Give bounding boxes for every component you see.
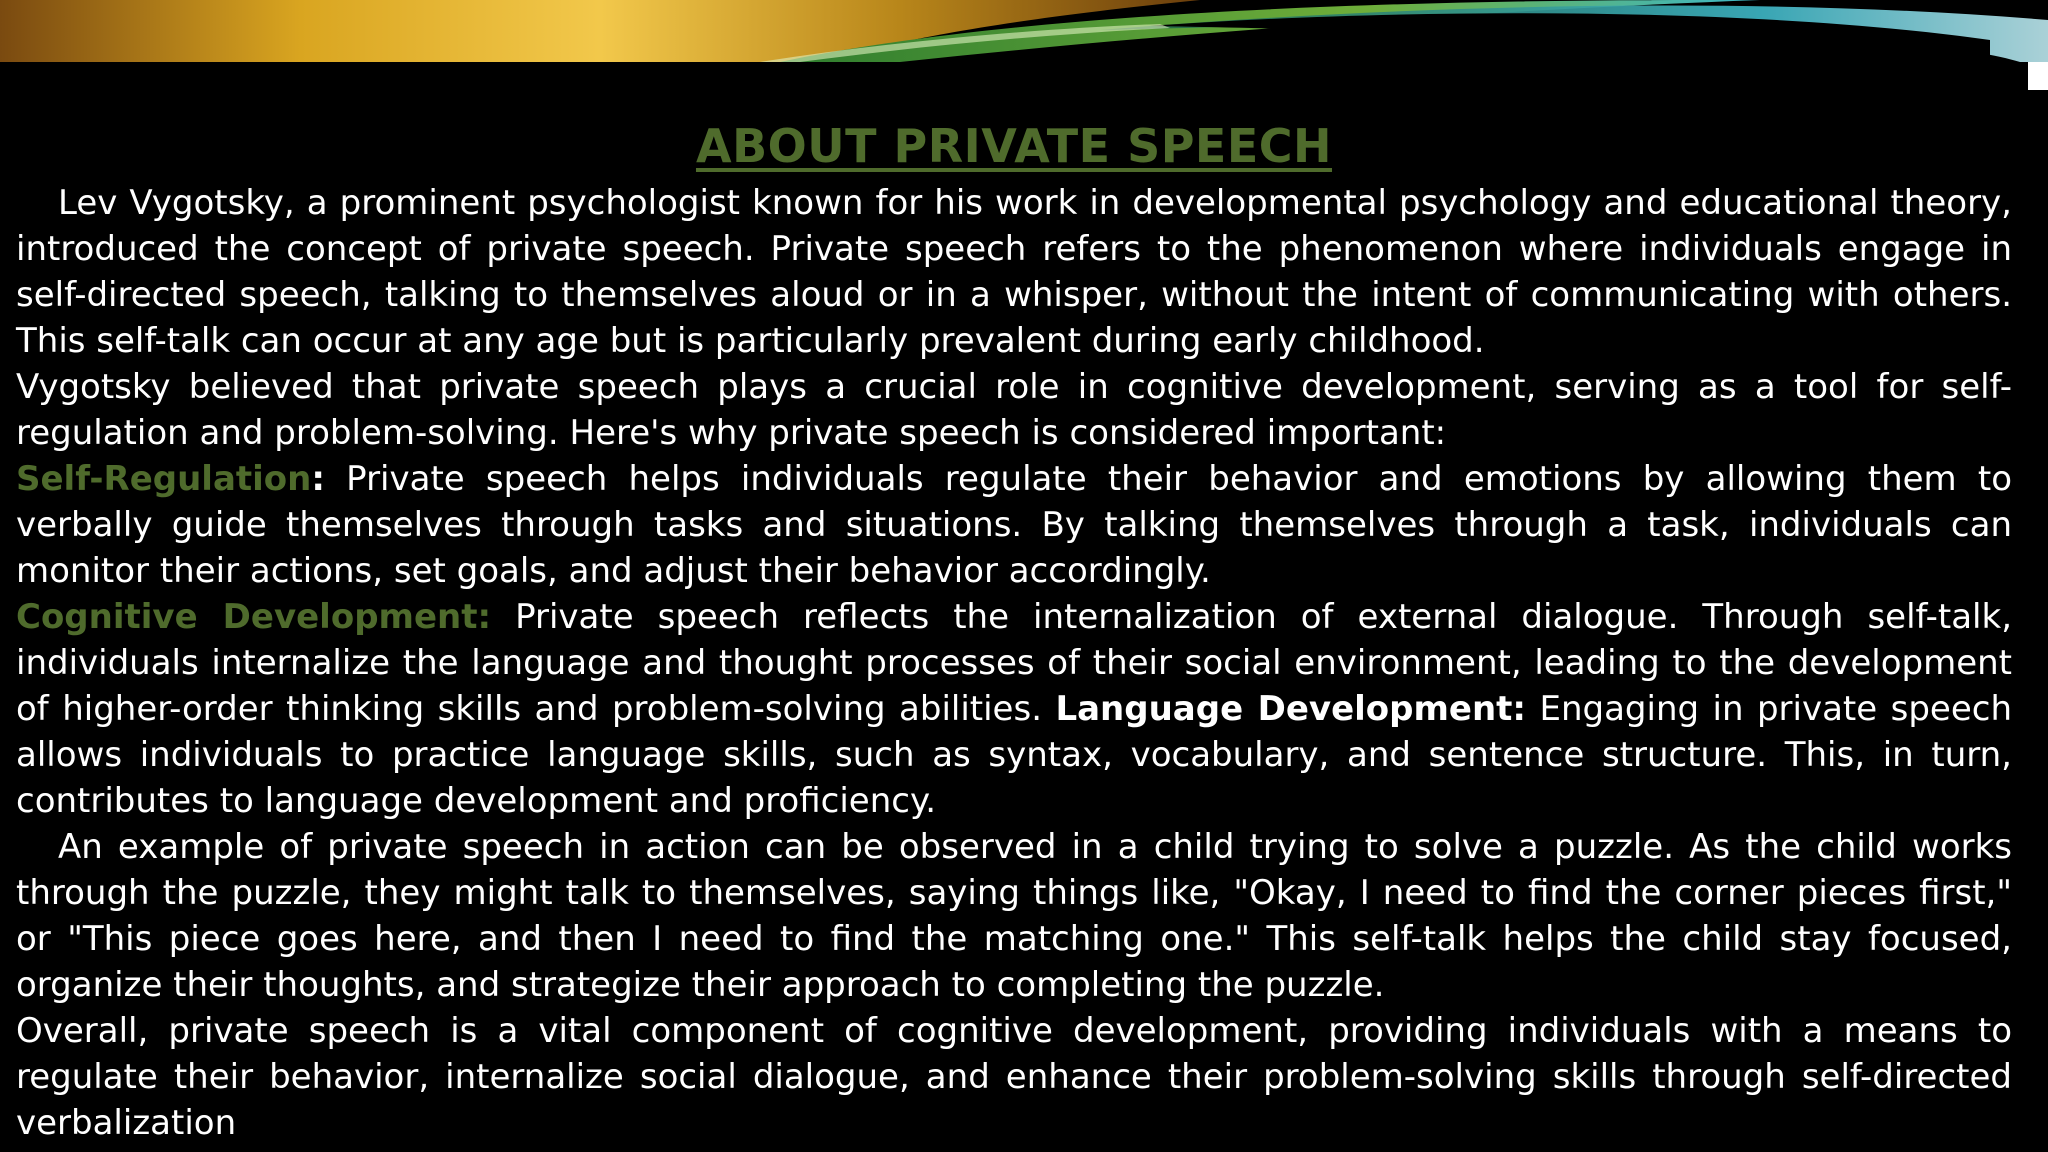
paragraph-intro: Lev Vygotsky, a prominent psychologist known for his work in developmental psychology and educational theory, introduced the concept of private speech. Private speech refers to the phenomenon where individuals engage in self-directed speech, talking to themselves aloud or in a whisper, without the intent of communicating with others. This self-talk can occur at any age but is particularly prevalent during early childhood. <box>16 183 2012 361</box>
term-language-development: Language Development: <box>1055 689 1527 729</box>
paragraph-importance: Vygotsky believed that private speech plays a crucial role in cognitive development, serving as a tool for self-regulation and problem-solving. Here's why private speech is considered important: <box>16 367 2012 453</box>
banner-gold-band <box>0 0 1200 62</box>
banner-green-swoosh <box>780 0 1760 62</box>
banner-right-edge <box>2028 62 2048 90</box>
slide-body <box>16 180 2012 1146</box>
term-self-regulation: Self-Regulation <box>16 459 312 499</box>
slide-title: ABOUT PRIVATE SPEECH <box>695 119 1333 173</box>
paragraph-overall: Overall, private speech is a vital component of cognitive development, providing individuals with a means to regulate their behavior, internalize social dialogue, and enhance their problem-solving skills through self-directed verbalization <box>16 1011 2012 1143</box>
decorative-banner <box>0 0 2048 90</box>
term-colon: : <box>311 459 325 499</box>
paragraph-cognitive-development <box>16 594 2012 824</box>
banner-accent-stripe <box>760 24 1170 62</box>
banner-dark-wave <box>1150 13 1990 62</box>
self-regulation-text: Private speech helps individuals regulate their behavior and emotions by allowing them to verbally guide themselves through tasks and situations. By talking themselves through a task, individuals can monitor their actions, set goals, and adjust their behavior accordingly. <box>16 459 2012 591</box>
term-cognitive-development: Cognitive Development: <box>16 597 492 637</box>
banner-teal-swoosh <box>1100 6 2048 62</box>
paragraph-example: An example of private speech in action can be observed in a child trying to solve a puzzle. As the child works through the puzzle, they might talk to themselves, saying things like, "Okay, I need to find the corner pieces first," or "This piece goes here, and then I need to find the matching one." This self-talk helps the child stay focused, organize their thoughts, and strategize their approach to completing the puzzle. <box>16 827 2012 1005</box>
language-development-text: Engaging in private speech allows individuals to practice language skills, such as syntax, vocabulary, and sentence structure. This, in turn, contributes to language development and proficiency. <box>16 689 2013 821</box>
paragraph-self-regulation <box>16 456 2012 594</box>
cognitive-development-text: Private speech reflects the internalization of external dialogue. Through self-talk, individuals internalize the language and thought processes of their social environment, leading to the development of higher-order thinking skills and problem-solving abilities. <box>16 597 2013 729</box>
